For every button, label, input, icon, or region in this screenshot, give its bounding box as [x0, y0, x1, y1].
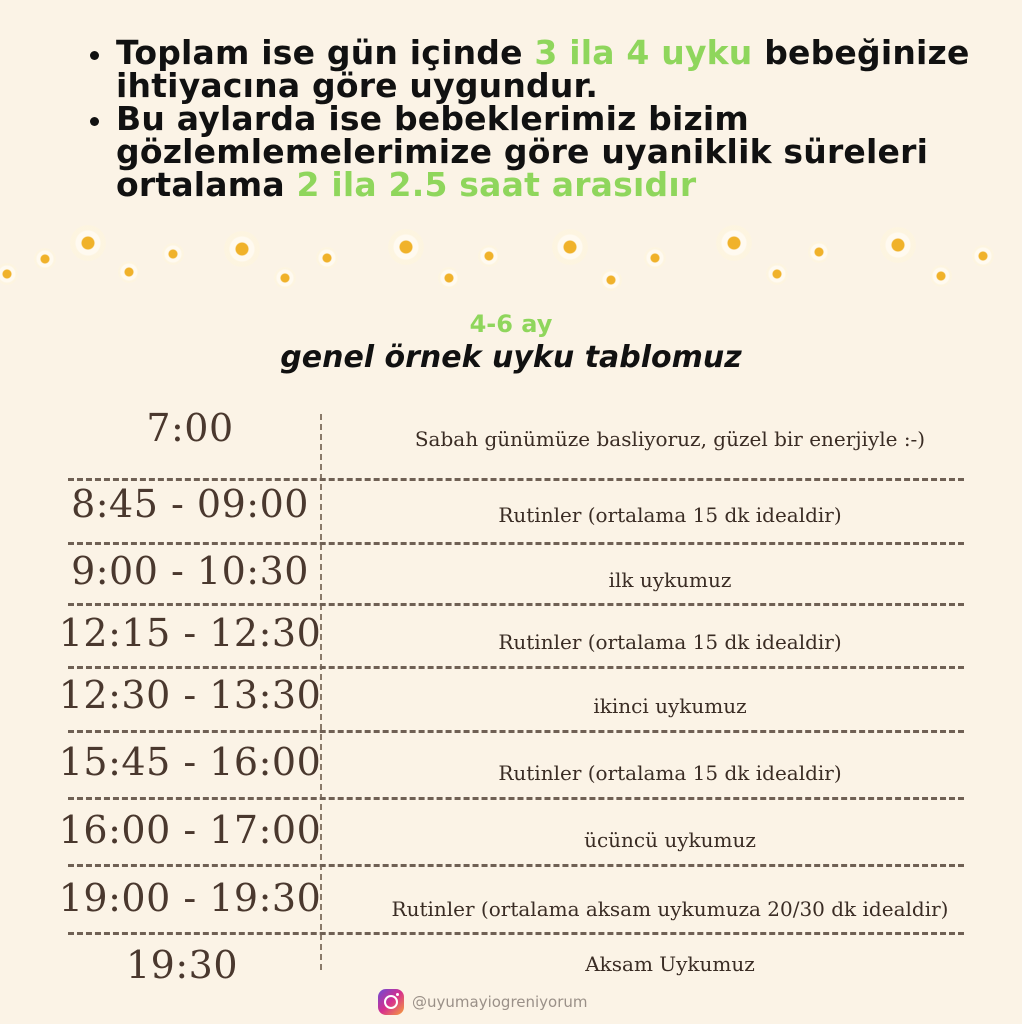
row-divider [68, 666, 964, 669]
daisy-icon [274, 267, 296, 289]
daisy-icon [552, 229, 588, 265]
daisy-icon [162, 243, 184, 265]
daisy-icon [880, 227, 916, 263]
intro-bullets [88, 33, 988, 204]
daisy-garland [0, 215, 1022, 305]
schedule-desc: ücüncü uykumuz [584, 828, 756, 852]
daisy-icon [34, 248, 56, 270]
row-divider [68, 730, 964, 733]
row-divider [68, 797, 964, 800]
daisy-icon [478, 245, 500, 267]
row-divider [68, 932, 964, 935]
bullet-text: bebeğinize ihtiyacına göre uygundur. [116, 33, 970, 105]
daisy-icon [118, 261, 140, 283]
row-divider [68, 542, 964, 545]
daisy-icon [930, 265, 952, 287]
age-label: 4-6 ay [469, 310, 553, 338]
schedule-desc: Sabah günümüze basliyoruz, güzel bir enerjiyle :-) [414, 427, 926, 451]
schedule-desc: Rutinler (ortalama 15 dk idealdir) [498, 761, 842, 785]
bullet-text: Bu aylarda ise bebeklerimiz bizim gözlemlemelerimize göre uyaniklik süreleri ortalama [116, 99, 929, 204]
bullet-highlight: 2 ila 2.5 saat arasıdır [296, 165, 697, 204]
instagram-icon [378, 989, 404, 1015]
daisy-icon [0, 263, 18, 285]
schedule-time: 19:30 [125, 943, 238, 987]
daisy-icon [766, 263, 788, 285]
table-title: genel örnek uyku tablomuz [280, 340, 742, 375]
schedule-time: 19:00 - 19:30 [58, 876, 322, 920]
daisy-icon [438, 267, 460, 289]
schedule-time: 16:00 - 17:00 [58, 808, 322, 852]
schedule-time: 12:15 - 12:30 [58, 611, 322, 655]
daisy-icon [600, 269, 622, 291]
schedule-desc: Aksam Uykumuz [585, 952, 755, 976]
instagram-credit [378, 986, 588, 1018]
schedule-time: 15:45 - 16:00 [58, 740, 322, 784]
bullet-item [88, 33, 988, 105]
daisy-icon [808, 241, 830, 263]
schedule-desc: Rutinler (ortalama 15 dk idealdir) [498, 630, 842, 654]
daisy-icon [972, 245, 994, 267]
schedule-desc: ilk uykumuz [608, 568, 732, 592]
schedule-time: 9:00 - 10:30 [71, 549, 309, 593]
bullet-item [88, 99, 988, 204]
daisy-icon [316, 247, 338, 269]
daisy-icon [224, 231, 260, 267]
bullet-text: Toplam ise gün içinde [116, 33, 535, 72]
daisy-icon [70, 225, 106, 261]
daisy-icon [388, 229, 424, 265]
schedule-time: 12:30 - 13:30 [58, 673, 322, 717]
daisy-icon [644, 247, 666, 269]
schedule-time: 7:00 [146, 406, 234, 450]
row-divider [68, 603, 964, 606]
schedule-desc: Rutinler (ortalama aksam uykumuza 20/30 dk idealdir) [391, 897, 949, 921]
bullet-highlight: 3 ila 4 uyku [534, 33, 753, 72]
daisy-icon [716, 225, 752, 261]
row-divider [68, 864, 964, 867]
schedule-desc: ikinci uykumuz [593, 694, 747, 718]
row-divider [68, 478, 964, 481]
schedule-time: 8:45 - 09:00 [71, 482, 309, 526]
instagram-handle: @uyumayiogreniyorum [412, 993, 588, 1011]
schedule-desc: Rutinler (ortalama 15 dk idealdir) [498, 503, 842, 527]
